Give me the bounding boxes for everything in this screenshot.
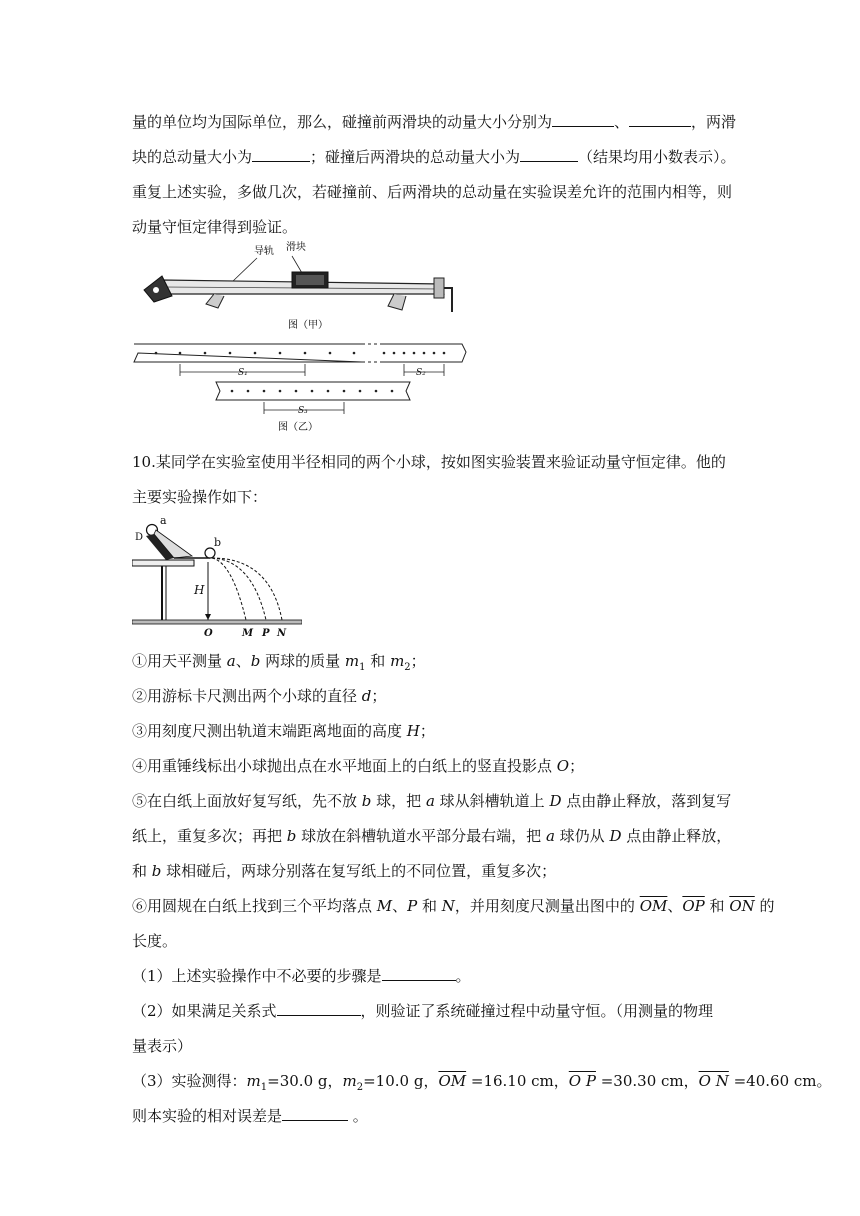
label-s3: S₃ — [298, 406, 308, 416]
tape-1 — [134, 344, 466, 362]
answer-blank-7[interactable] — [282, 1106, 348, 1121]
step-5-line-3 — [132, 861, 556, 881]
sub-question-2-line-2: 量表示） — [132, 1037, 193, 1055]
step-5-line-2 — [132, 826, 731, 846]
step-1 — [132, 651, 426, 678]
subscript: 1 — [260, 1082, 268, 1093]
subscript: 1 — [359, 662, 366, 673]
text: a — [425, 792, 435, 810]
text: b — [250, 652, 261, 670]
label-N: N — [277, 628, 287, 638]
label-s2: S₂ — [416, 368, 426, 378]
label-M: M — [242, 628, 254, 638]
text: ； — [371, 687, 387, 705]
text: 球仍从 — [554, 827, 610, 845]
text: 则本实验的相对误差是 — [132, 1107, 283, 1125]
chute-apparatus-figure — [132, 510, 302, 638]
answer-blank-6[interactable] — [277, 1001, 361, 1016]
segment-op: $\overline{OP}$ — [682, 897, 705, 915]
text: 纸上，重复多次；再把 — [132, 827, 287, 845]
segment-om: $\overline{OM}$ — [639, 897, 668, 915]
tape-2-dots — [231, 390, 394, 393]
text: H — [406, 722, 420, 740]
label-slider: 滑块 — [286, 242, 306, 253]
text: 两球的质量 — [260, 652, 345, 670]
text: 。 — [348, 1107, 368, 1125]
text: =30.0 g， — [267, 1072, 343, 1090]
text: 。 — [455, 967, 471, 985]
question-10-line-1: 10.某同学在实验室使用半径相同的两个小球，按如图实验装置来验证动量守恒定律。他的 — [132, 453, 726, 471]
text: b — [286, 827, 297, 845]
text: D — [549, 792, 562, 810]
text: 、 — [614, 113, 630, 131]
answer-blank-3[interactable] — [252, 147, 310, 162]
subscript: 2 — [404, 662, 411, 673]
text: a — [545, 827, 555, 845]
text: P — [407, 897, 418, 915]
label-a: a — [160, 514, 167, 527]
segment-on: $\overline{ON}$ — [729, 897, 755, 915]
label-s1: S₁ — [238, 368, 248, 378]
para-line-2 — [132, 147, 736, 167]
caption-b: 图（乙） — [278, 422, 318, 433]
caption-a: 图（甲） — [288, 320, 328, 331]
text: ④用重锤线标出小球抛出点在水平地面上的白纸上的竖直投影点 — [132, 757, 557, 775]
text: 球相碰后，两球分别落在复写纸上的不同位置，重复多次； — [161, 862, 557, 880]
text: N — [441, 897, 455, 915]
text: ，两滑 — [691, 113, 737, 131]
text: ； — [410, 652, 426, 670]
text: 点由静止释放，落到复写 — [561, 792, 732, 810]
text: d — [361, 687, 372, 705]
question-10-line-2: 主要实验操作如下： — [132, 488, 268, 506]
text: ； — [419, 722, 435, 740]
text: 量的单位均为国际单位，那么，碰撞前两滑块的动量大小分别为 — [132, 113, 553, 131]
label-D: D — [135, 532, 144, 543]
text: m — [344, 652, 360, 670]
text: 球放在斜槽轨道水平部分最右端，把 — [296, 827, 546, 845]
step-6-line-1 — [132, 896, 775, 916]
text: 和 — [704, 897, 730, 915]
label-O: O — [204, 628, 213, 638]
text: O — [556, 757, 570, 775]
answer-blank-4[interactable] — [520, 147, 578, 162]
subscript: 2 — [356, 1082, 364, 1093]
text: 和 — [417, 897, 442, 915]
text: 的 — [754, 897, 775, 915]
step-3 — [132, 721, 435, 741]
segment-om: $\overline{OM}$ — [438, 1072, 467, 1090]
step-5-line-1 — [132, 791, 731, 811]
sub-question-3-line-1 — [132, 1071, 832, 1098]
text: ⑤在白纸上面放好复写纸，先不放 — [132, 792, 362, 810]
text: D — [609, 827, 622, 845]
step-6-line-2: 长度。 — [132, 932, 178, 950]
text: 、 — [667, 897, 683, 915]
segment-op: O P — [568, 1072, 596, 1090]
text: ，并用刻度尺测量出图中的 — [454, 897, 640, 915]
para-line-4: 动量守恒定律得到验证。 — [132, 218, 298, 236]
sub-question-3-line-2 — [132, 1106, 368, 1126]
answer-blank-1[interactable] — [552, 112, 614, 127]
text: b — [151, 862, 162, 880]
text: （1）上述实验操作中不必要的步骤是 — [132, 967, 382, 985]
text: 、 — [235, 652, 251, 670]
label-P: P — [262, 628, 270, 638]
text: =40.60 cm。 — [728, 1072, 832, 1090]
text: ②用游标卡尺测出两个小球的直径 — [132, 687, 362, 705]
text: ⑥用圆规在白纸上找到三个平均落点 — [132, 897, 377, 915]
para-line-1 — [132, 112, 736, 132]
text: ；碰撞后两滑块的总动量大小为 — [310, 148, 521, 166]
label-H: H — [194, 583, 205, 597]
text: 和 — [365, 652, 391, 670]
text: a — [226, 652, 236, 670]
text: ； — [569, 757, 585, 775]
label-b: b — [214, 536, 222, 549]
text: =30.30 cm， — [595, 1072, 699, 1090]
text: 球，把 — [371, 792, 426, 810]
text: 、 — [392, 897, 408, 915]
answer-blank-5[interactable] — [382, 966, 456, 981]
answer-blank-2[interactable] — [629, 112, 691, 127]
text: 和 — [132, 862, 152, 880]
text: （3）实验测得： — [132, 1072, 247, 1090]
tape-1-dots — [155, 352, 446, 355]
text: m — [342, 1072, 357, 1090]
sub-question-2-line-1 — [132, 1001, 713, 1021]
text: m — [246, 1072, 261, 1090]
text: b — [361, 792, 372, 810]
label-rail: 导轨 — [254, 246, 274, 257]
ball-b — [205, 548, 215, 558]
text: 点由静止释放， — [621, 827, 732, 845]
step-2 — [132, 686, 386, 706]
air-track-figure — [132, 240, 472, 435]
text: （结果均用小数表示）。 — [578, 148, 736, 166]
para-line-3: 重复上述实验，多做几次，若碰撞前、后两滑块的总动量在实验误差允许的范围内相等，则 — [132, 183, 733, 201]
step-4 — [132, 756, 584, 776]
sub-question-1 — [132, 966, 471, 986]
text: 球从斜槽轨道上 — [434, 792, 550, 810]
segment-on: O N — [698, 1072, 729, 1090]
text: M — [376, 897, 393, 915]
text: =16.10 cm， — [466, 1072, 569, 1090]
text: ，则验证了系统碰撞过程中动量守恒。（用测量的物理 — [360, 1002, 714, 1020]
text: =10.0 g， — [363, 1072, 439, 1090]
text: m — [390, 652, 405, 670]
text: ③用刻度尺测出轨道末端距离地面的高度 — [132, 722, 407, 740]
text: 块的总动量大小为 — [132, 148, 253, 166]
text: （2）如果满足关系式 — [132, 1002, 277, 1020]
text: ①用天平测量 — [132, 652, 227, 670]
